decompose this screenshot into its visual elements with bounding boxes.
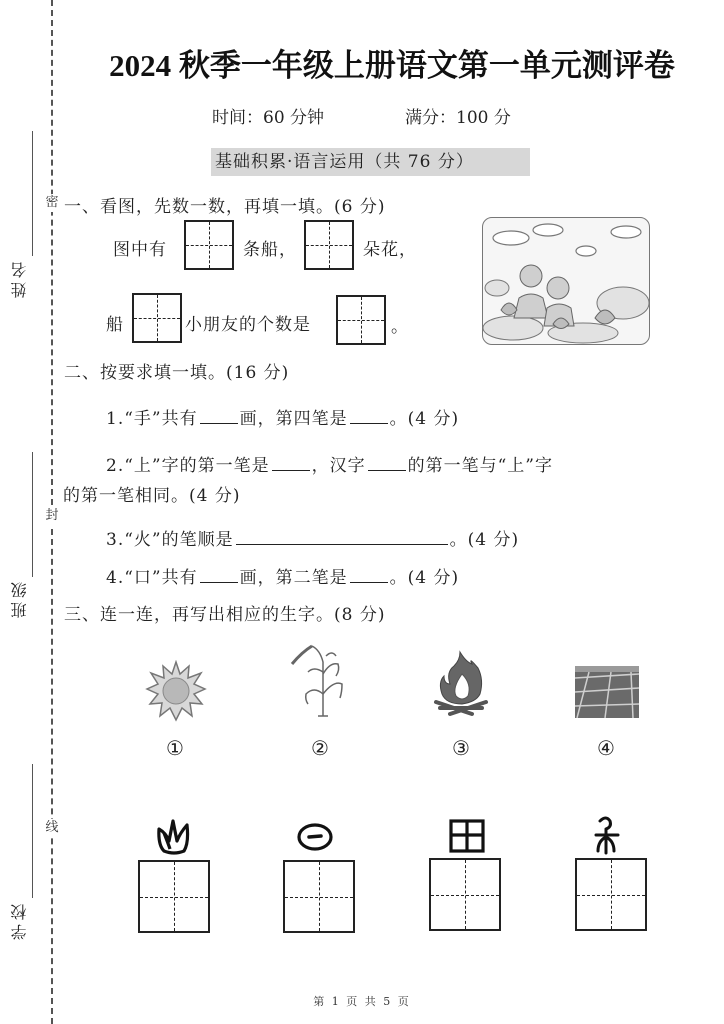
- fire-icon: [432, 650, 490, 718]
- q3-picture-4-label: ④: [597, 736, 615, 760]
- class-field-label: 班级: [10, 578, 29, 618]
- q2-item4-second-stroke-blank[interactable]: [350, 566, 388, 583]
- q2-item1-fourth-stroke-blank[interactable]: [350, 407, 388, 424]
- q2-item1-part-b: 画，第四笔是: [239, 409, 348, 429]
- q2-item2-part-a: 2.“上”字的第一笔是: [106, 456, 270, 476]
- seal-char-mi: 密: [43, 194, 61, 212]
- q1-boat-count-box[interactable]: [184, 220, 234, 270]
- q1-line1-prefix: 图中有: [113, 240, 167, 260]
- q1-children-count-box[interactable]: [336, 295, 386, 345]
- q2-item1-part-c: 。(4 分): [389, 409, 460, 429]
- q3-heading: 三、连一连，再写出相应的生字。(8 分): [64, 605, 386, 625]
- q3-write-box-1[interactable]: [138, 860, 210, 933]
- lotus-pond-picture: [482, 217, 650, 345]
- field-icon: [575, 666, 639, 718]
- full-score: 满分：100 分: [405, 108, 511, 128]
- page-number: 第 1 页 共 5 页: [313, 995, 411, 1008]
- q2-item2-part-c: 的第一笔与“上”字: [407, 456, 553, 476]
- section-heading: 基础积累·语言运用（共 76 分）: [211, 148, 530, 176]
- rice-plant-icon: [290, 642, 350, 720]
- exam-time: 时间：60 分钟: [212, 108, 325, 128]
- seal-char-xian: 线: [43, 819, 61, 837]
- class-field-line[interactable]: [32, 452, 33, 577]
- q2-item2-first-stroke-blank[interactable]: [272, 454, 310, 471]
- school-field-line[interactable]: [32, 764, 33, 898]
- q2-item3-part-c: 。(4 分): [449, 530, 520, 550]
- q2-item4: [106, 563, 459, 588]
- ancient-fire-glyph: [156, 819, 190, 855]
- q2-item4-part-a: 4.“口”共有: [106, 568, 198, 588]
- sun-icon: [145, 660, 207, 722]
- q2-item4-stroke-count-blank[interactable]: [200, 566, 238, 583]
- q2-item2-part-d: 的第一笔相同。(4 分): [63, 486, 241, 506]
- q1-line1-suffix: 朵花，: [363, 240, 417, 260]
- q2-item1: [106, 404, 459, 429]
- q2-item3-stroke-order-blank[interactable]: [236, 528, 448, 545]
- school-field-label: 学校: [10, 900, 29, 940]
- q2-item2: [106, 451, 553, 476]
- name-field-line[interactable]: [32, 131, 33, 256]
- q2-item4-part-c: 。(4 分): [389, 568, 460, 588]
- q2-item1-stroke-count-blank[interactable]: [200, 407, 238, 424]
- q3-picture-1-label: ①: [166, 736, 184, 760]
- q3-picture-3-label: ③: [452, 736, 470, 760]
- q3-write-box-3[interactable]: [429, 858, 501, 931]
- q1-heading: 一、看图，先数一数，再填一填。(6 分): [64, 197, 386, 217]
- q1-flower-count-box[interactable]: [304, 220, 354, 270]
- q2-item3-part-a: 3.“火”的笔顺是: [106, 530, 234, 550]
- q3-write-box-2[interactable]: [283, 860, 355, 933]
- seal-char-feng: 封: [43, 507, 61, 525]
- ancient-field-glyph: [448, 818, 486, 854]
- q1-line1-mid: 条船，: [243, 240, 297, 260]
- q2-item4-part-b: 画，第二笔是: [239, 568, 348, 588]
- ancient-grain-glyph: [592, 815, 622, 855]
- q2-item1-part-a: 1.“手”共有: [106, 409, 198, 429]
- lotus-pond-illustration-icon: [483, 218, 649, 344]
- q1-compare-box[interactable]: [132, 293, 182, 343]
- q1-line2-suffix: 。: [391, 317, 409, 337]
- q3-picture-2-label: ②: [311, 736, 329, 760]
- ancient-sun-glyph: [296, 822, 334, 852]
- q2-heading: 二、按要求填一填。(16 分): [64, 363, 290, 383]
- q2-item2-part-b: ，汉字: [311, 456, 366, 476]
- q1-line2-prefix: 船: [106, 315, 124, 335]
- page-title: 2024 秋季一年级上册语文第一单元测评卷: [109, 48, 675, 83]
- q2-item2-char-blank[interactable]: [368, 454, 406, 471]
- q3-write-box-4[interactable]: [575, 858, 647, 931]
- name-field-label: 姓名: [10, 258, 29, 298]
- q1-line2-mid: 小朋友的个数是: [185, 315, 311, 335]
- q2-item3: [106, 525, 519, 550]
